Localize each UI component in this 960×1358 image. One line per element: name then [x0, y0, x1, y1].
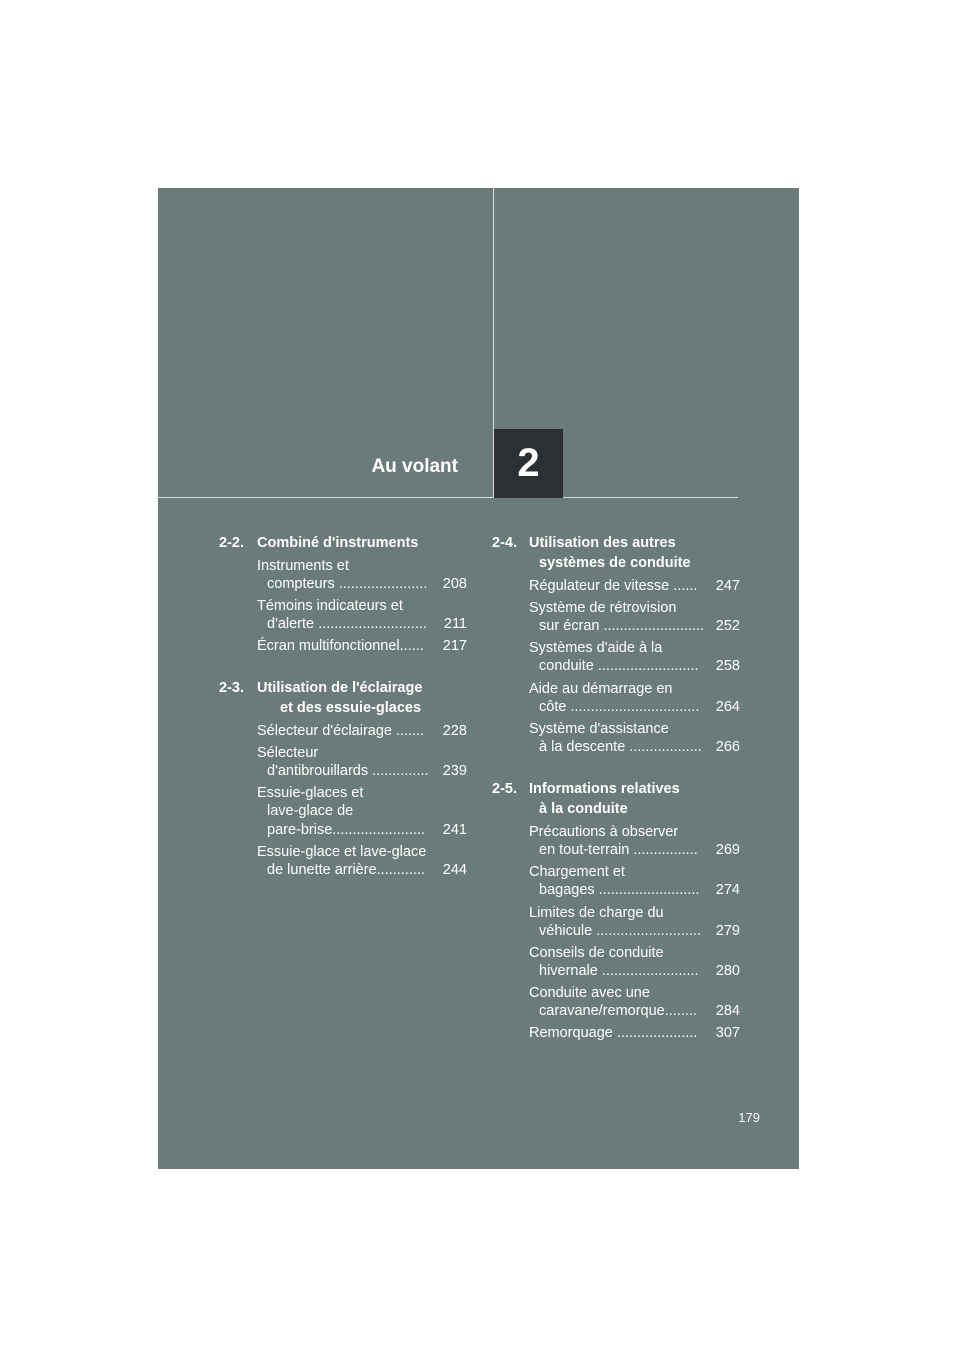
toc-entry[interactable]: Écran multifonctionnel......: [257, 638, 424, 654]
section-title: et des essuie-glaces: [280, 700, 422, 716]
toc-page-number[interactable]: 258: [715, 658, 740, 674]
toc-page-number[interactable]: 244: [442, 862, 467, 878]
section-title: à la conduite: [539, 801, 628, 817]
toc-entry[interactable]: hivernale ........................: [539, 963, 699, 979]
toc-entry[interactable]: Aide au démarrage en: [529, 681, 673, 697]
toc-page-number[interactable]: 274: [715, 882, 740, 898]
toc-page-number[interactable]: 217: [442, 638, 467, 654]
toc-entry[interactable]: Témoins indicateurs et: [257, 598, 403, 614]
chapter-number-box: 2: [494, 429, 563, 498]
toc-page-number[interactable]: 211: [443, 616, 467, 632]
toc-entry[interactable]: Conseils de conduite: [529, 945, 664, 961]
chapter-title: Au volant: [371, 456, 458, 477]
toc-page-number[interactable]: 269: [715, 842, 740, 858]
section-code: 2-5.: [492, 781, 517, 797]
toc-entry[interactable]: Sélecteur d'éclairage .......: [257, 723, 425, 739]
toc-entry[interactable]: Conduite avec une: [529, 985, 650, 1001]
toc-entry[interactable]: Systèmes d'aide à la: [529, 640, 663, 656]
toc-entry[interactable]: Remorquage ....................: [529, 1025, 698, 1041]
toc-entry[interactable]: pare-brise.......................: [267, 822, 425, 838]
section-title: Combiné d'instruments: [257, 535, 419, 551]
toc-page-number[interactable]: 239: [442, 763, 467, 779]
toc-page-number[interactable]: 208: [442, 576, 467, 592]
toc-entry[interactable]: compteurs ......................: [267, 576, 428, 592]
toc-entry[interactable]: sur écran .........................: [539, 618, 705, 634]
horizontal-divider: [158, 497, 738, 498]
toc-page-number[interactable]: 228: [442, 723, 467, 739]
toc-page-number[interactable]: 264: [715, 699, 740, 715]
toc-entry[interactable]: Instruments et: [257, 558, 349, 574]
toc-entry[interactable]: en tout-terrain ................: [539, 842, 698, 858]
toc-entry[interactable]: à la descente ..................: [539, 739, 702, 755]
toc-entry[interactable]: Essuie-glace et lave-glace: [257, 844, 427, 860]
toc-page-number[interactable]: 284: [715, 1003, 740, 1019]
toc-page-number[interactable]: 247: [715, 578, 740, 594]
toc-entry[interactable]: Limites de charge du: [529, 905, 664, 921]
toc-entry[interactable]: Essuie-glaces et: [257, 785, 364, 801]
toc-entry[interactable]: conduite .........................: [539, 658, 699, 674]
section-code: 2-4.: [492, 535, 517, 551]
section-title: systèmes de conduite: [539, 555, 691, 571]
toc-entry[interactable]: d'alerte ...........................: [267, 616, 427, 632]
toc-entry[interactable]: de lunette arrière............: [267, 862, 425, 878]
toc-page-number[interactable]: 307: [715, 1025, 740, 1041]
toc-entry[interactable]: d'antibrouillards ..............: [267, 763, 429, 779]
toc-entry[interactable]: Précautions à observer: [529, 824, 679, 840]
toc-entry[interactable]: Régulateur de vitesse ......: [529, 578, 698, 594]
section-title: Informations relatives: [529, 781, 680, 797]
section-code: 2-2.: [219, 535, 244, 551]
section-title: Utilisation des autres: [529, 535, 676, 551]
toc-entry[interactable]: lave-glace de: [267, 803, 354, 819]
section-title: Utilisation de l'éclairage: [257, 680, 423, 696]
toc-entry[interactable]: Système d'assistance: [529, 721, 669, 737]
toc-page-number[interactable]: 266: [715, 739, 740, 755]
page-number: 179: [738, 1110, 760, 1125]
toc-page-number[interactable]: 279: [715, 923, 740, 939]
toc-entry[interactable]: Système de rétrovision: [529, 600, 677, 616]
toc-entry[interactable]: côte ................................: [539, 699, 700, 715]
toc-entry[interactable]: bagages .........................: [539, 882, 700, 898]
toc-page-number[interactable]: 280: [715, 963, 740, 979]
chapter-panel: [158, 188, 799, 1169]
toc-entry[interactable]: caravane/remorque........: [539, 1003, 697, 1019]
toc-page-number[interactable]: 241: [442, 822, 467, 838]
toc-entry[interactable]: Chargement et: [529, 864, 625, 880]
toc-entry[interactable]: Sélecteur: [257, 745, 319, 761]
section-code: 2-3.: [219, 680, 244, 696]
toc-page-number[interactable]: 252: [715, 618, 740, 634]
toc-entry[interactable]: véhicule ..........................: [539, 923, 701, 939]
